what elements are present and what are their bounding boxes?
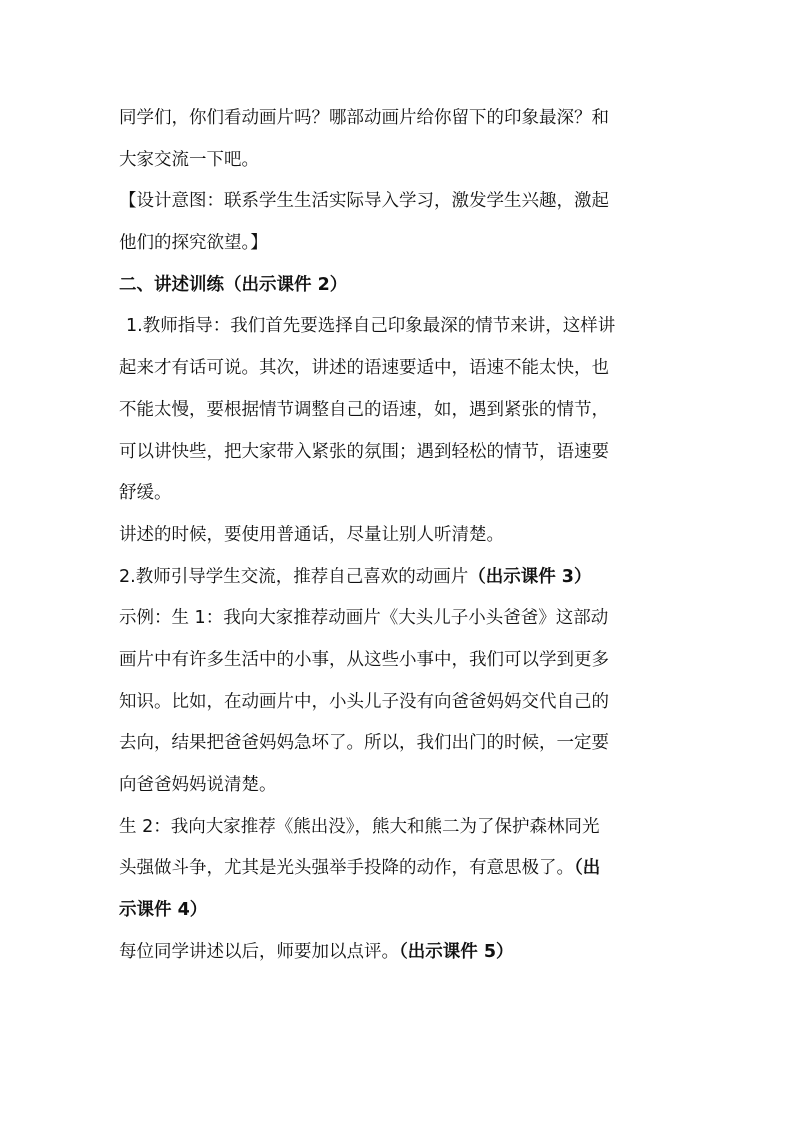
review-text: 每位同学讲述以后，师要加以点评。 bbox=[119, 941, 399, 962]
review-courseware-ref: （出示课件 5） bbox=[399, 941, 514, 962]
review-line bbox=[119, 932, 679, 974]
guide-line-3: 不能太慢，要根据情节调整自己的语速，如，遇到紧张的情节， bbox=[119, 399, 609, 420]
exchange-courseware-ref: （出示课件 3） bbox=[468, 566, 592, 587]
intro-line-2: 大家交流一下吧。 bbox=[119, 149, 259, 170]
student2-courseware-ref-end: 示课件 4） bbox=[119, 900, 208, 921]
example-line-4: 去向，结果把爸爸妈妈急坏了。所以，我们出门的时候，一定要 bbox=[119, 733, 609, 754]
student2-line-1: 生 2：我向大家推荐《熊出没》，熊大和熊二为了保护森林同光 bbox=[119, 816, 600, 837]
guide-line-5: 舒缓。 bbox=[119, 483, 172, 504]
student2-line-2-text: 头强做斗争，尤其是光头强举手投降的动作，有意思极了。 bbox=[119, 858, 574, 879]
guide-line-6: 讲述的时候，要使用普通话，尽量让别人听清楚。 bbox=[119, 524, 504, 545]
guide-line-1: 1.教师指导：我们首先要选择自己印象最深的情节来讲，这样讲 bbox=[126, 316, 616, 337]
design-note-line-2: 他们的探究欲望。】 bbox=[119, 233, 268, 254]
section-heading: 二、讲述训练（出示课件 2） bbox=[119, 274, 348, 295]
intro-line-1: 同学们，你们看动画片吗？哪部动画片给你留下的印象最深？和 bbox=[119, 108, 609, 128]
document-page bbox=[119, 98, 679, 973]
example-line-3: 知识。比如，在动画片中，小头儿子没有向爸爸妈妈交代自己的 bbox=[119, 691, 609, 712]
exchange-text: 2.教师引导学生交流，推荐自己喜欢的动画片 bbox=[119, 566, 469, 587]
design-note-line-1: 【设计意图：联系学生生活实际导入学习，激发学生兴趣，激起 bbox=[119, 191, 609, 212]
exchange-line bbox=[119, 557, 679, 599]
student2-line-2 bbox=[119, 848, 679, 890]
guide-line-4: 可以讲快些，把大家带入紧张的氛围；遇到轻松的情节，语速要 bbox=[119, 441, 609, 462]
guide-line-2: 起来才有话可说。其次，讲述的语速要适中，语速不能太快，也 bbox=[119, 358, 609, 379]
student2-courseware-ref-start: （出 bbox=[574, 858, 601, 879]
example-line-2: 画片中有许多生活中的小事，从这些小事中，我们可以学到更多 bbox=[119, 649, 609, 670]
example-line-1: 示例：生 1：我向大家推荐动画片《大头儿子小头爸爸》这部动 bbox=[119, 608, 609, 629]
example-line-5: 向爸爸妈妈说清楚。 bbox=[119, 775, 277, 795]
